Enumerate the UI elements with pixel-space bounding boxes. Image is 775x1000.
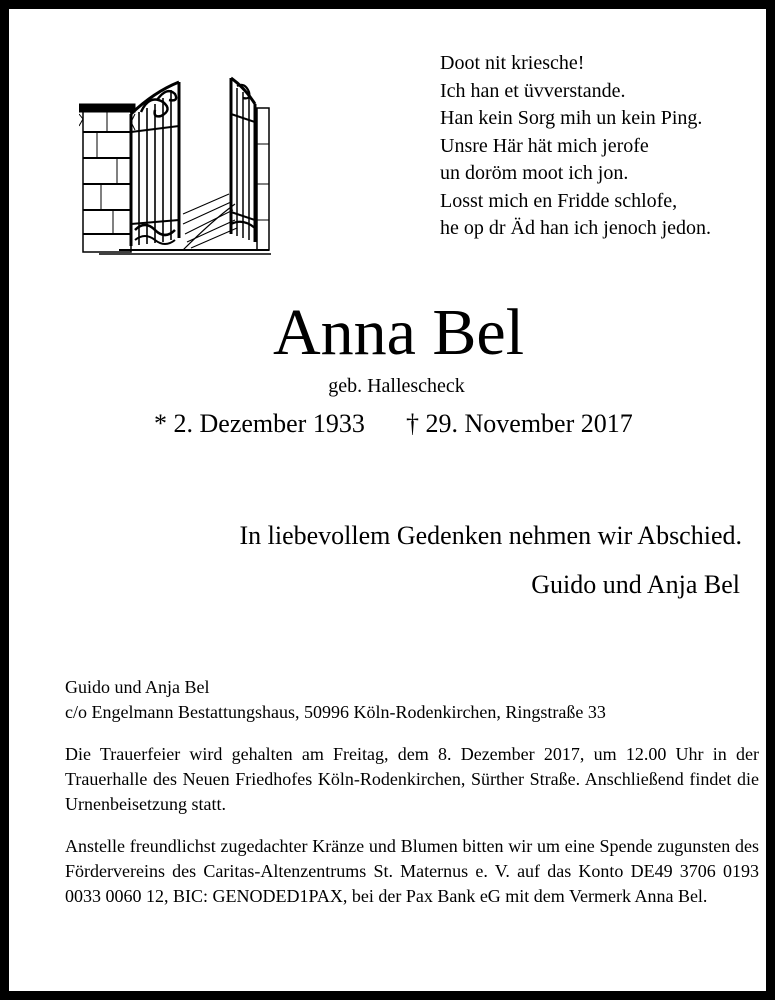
contact-line: Guido und Anja Bel: [65, 677, 210, 697]
poem-line: Ich han et üvverstande.: [440, 79, 626, 102]
poem-line: Losst mich en Fridde schlofe,: [440, 189, 678, 212]
contact-line: c/o Engelmann Bestattungshaus, 50996 Köln-Rodenkirchen, Ringstraße 33: [65, 702, 606, 722]
poem-line: Unsre Här hät mich jerofe: [440, 134, 649, 157]
poem-line: Doot nit kriesche!: [440, 52, 585, 74]
family-signature: Guido und Anja Bel: [531, 570, 740, 599]
donation-request: Anstelle freundlichst zugedachter Kränze und Blumen bitten wir um eine Spende zugunsten des Fördervereins des Caritas-Altenzentrums St. Maternus e. V. auf das Konto DE49 3706 0193 0033 0060 12, BIC: GENODED1PAX, bei der Pax Bank eG mit dem Vermerk Anna Bel.: [65, 836, 759, 906]
stone-pillar: [79, 104, 135, 252]
garden-gate-illustration: [79, 74, 271, 256]
farewell-line: In liebevollem Gedenken nehmen wir Abschied.: [239, 521, 742, 550]
contact-address: [65, 675, 606, 725]
poem-line: Han kein Sorg mih un kein Ping.: [440, 107, 703, 129]
birth-date: * 2. Dezember 1933: [154, 409, 365, 438]
right-gate-wing: [231, 78, 255, 242]
left-gate-wing: [131, 82, 179, 246]
maiden-name: geb. Hallescheck: [328, 375, 465, 397]
poem-line: un doröm moot ich jon.: [440, 162, 629, 184]
poem: [440, 50, 711, 243]
service-details: Die Trauerfeier wird gehalten am Freitag, dem 8. Dezember 2017, um 12.00 Uhr in der Trauerhalle des Neuen Friedhofes Köln-Rodenkirchen, Sürther Straße. Anschließend findet die Urnenbeisetzung statt.: [65, 744, 759, 814]
poem-line: he op dr Äd han ich jenoch jedon.: [440, 217, 712, 239]
deceased-name: Anna Bel: [272, 296, 525, 369]
stone-post-right: [257, 108, 269, 250]
death-date: † 29. November 2017: [406, 409, 633, 438]
